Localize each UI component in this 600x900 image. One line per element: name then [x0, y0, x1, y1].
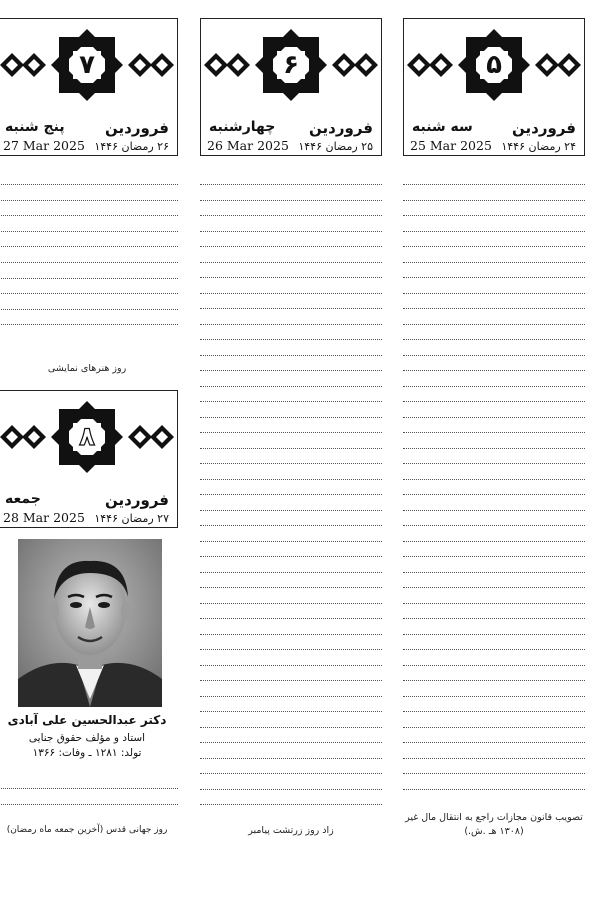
writing-line	[200, 215, 382, 216]
writing-line	[200, 727, 382, 728]
writing-line	[403, 463, 585, 464]
writing-line	[200, 665, 382, 666]
writing-line	[200, 479, 382, 480]
day-number: ۶	[283, 50, 299, 80]
writing-line	[200, 463, 382, 464]
writing-line	[403, 494, 585, 495]
day-column-tuesday	[403, 18, 585, 156]
gregorian-date: 27 Mar 2025	[3, 138, 85, 153]
day-column-friday	[0, 390, 178, 528]
writing-line	[403, 680, 585, 681]
writing-line	[200, 262, 382, 263]
gregorian-date: 25 Mar 2025	[410, 138, 492, 153]
writing-line	[403, 711, 585, 712]
day-card-wednesday	[200, 18, 382, 156]
writing-line	[403, 587, 585, 588]
writing-line	[200, 324, 382, 325]
writing-line	[200, 370, 382, 371]
day-card-tuesday	[403, 18, 585, 156]
writing-line	[0, 804, 178, 805]
writing-line	[0, 278, 178, 279]
writing-line	[0, 215, 178, 216]
biography-role: استاد و مؤلف حقوق جنایی	[28, 732, 146, 744]
writing-line	[200, 231, 382, 232]
writing-line	[403, 665, 585, 666]
writing-line	[200, 742, 382, 743]
writing-line	[200, 355, 382, 356]
event-note-friday: روز جهانی قدس (آخرین جمعه ماه رمضان)	[6, 825, 168, 835]
writing-line	[200, 804, 382, 805]
writing-line	[0, 324, 178, 325]
writing-line	[200, 246, 382, 247]
writing-line	[403, 572, 585, 573]
writing-line	[403, 618, 585, 619]
writing-line	[403, 448, 585, 449]
writing-line	[200, 696, 382, 697]
writing-line	[403, 293, 585, 294]
writing-line	[200, 634, 382, 635]
writing-line	[403, 525, 585, 526]
writing-line	[200, 789, 382, 790]
day-number: ۵	[486, 50, 502, 80]
writing-line	[200, 510, 382, 511]
writing-line	[0, 200, 178, 201]
writing-line	[403, 386, 585, 387]
writing-line	[403, 277, 585, 278]
writing-line	[0, 262, 178, 263]
writing-line	[200, 339, 382, 340]
month-name: فروردین	[105, 119, 169, 137]
writing-line	[403, 758, 585, 759]
writing-line	[200, 277, 382, 278]
writing-line	[403, 603, 585, 604]
writing-line	[403, 727, 585, 728]
day-emblem	[404, 23, 584, 107]
writing-line	[403, 432, 585, 433]
writing-line	[200, 417, 382, 418]
weekday-name: پنج شنبه	[5, 119, 65, 135]
day-emblem	[0, 395, 177, 479]
writing-line	[403, 355, 585, 356]
writing-line	[200, 572, 382, 573]
writing-line	[403, 634, 585, 635]
portrait-photo	[18, 539, 162, 707]
writing-line	[200, 603, 382, 604]
writing-line	[200, 680, 382, 681]
weekday-name: جمعه	[5, 491, 41, 507]
writing-line	[0, 184, 178, 185]
writing-line	[200, 293, 382, 294]
writing-line	[403, 200, 585, 201]
writing-line	[200, 184, 382, 185]
day-card-friday	[0, 390, 178, 528]
writing-line	[200, 401, 382, 402]
writing-line	[200, 618, 382, 619]
writing-line	[403, 308, 585, 309]
day-emblem	[201, 23, 381, 107]
writing-line	[403, 339, 585, 340]
writing-line	[403, 789, 585, 790]
hijri-date: ۲۶ رمضان ۱۴۴۶	[94, 140, 169, 153]
day-number: ۷	[79, 50, 95, 80]
writing-line	[200, 556, 382, 557]
writing-line	[403, 510, 585, 511]
weekday-name: چهارشنبه	[209, 119, 276, 135]
writing-line	[200, 200, 382, 201]
gregorian-date: 28 Mar 2025	[3, 510, 85, 525]
writing-line	[200, 525, 382, 526]
writing-line	[403, 401, 585, 402]
writing-line	[403, 324, 585, 325]
writing-line	[403, 246, 585, 247]
hijri-date: ۲۵ رمضان ۱۴۴۶	[298, 140, 373, 153]
event-note-tuesday-line2: (۱۳۰۸ هـ .ش.)	[464, 826, 524, 837]
writing-line	[403, 696, 585, 697]
writing-line	[200, 649, 382, 650]
writing-line	[0, 309, 178, 310]
writing-line	[403, 231, 585, 232]
event-note-thursday: روز هنرهای نمایشی	[47, 363, 127, 374]
writing-line	[200, 494, 382, 495]
writing-line	[200, 308, 382, 309]
hijri-date: ۲۴ رمضان ۱۴۴۶	[501, 140, 576, 153]
biography-dates: تولد: ۱۲۸۱ ـ وفات: ۱۳۶۶	[32, 747, 142, 759]
writing-line	[403, 541, 585, 542]
writing-line	[200, 711, 382, 712]
writing-line	[403, 184, 585, 185]
writing-line	[0, 293, 178, 294]
hijri-date: ۲۷ رمضان ۱۴۴۶	[94, 512, 169, 525]
day-card-thursday	[0, 18, 178, 156]
writing-line	[403, 742, 585, 743]
writing-line	[403, 649, 585, 650]
writing-line	[0, 246, 178, 247]
writing-line	[403, 479, 585, 480]
writing-line	[403, 773, 585, 774]
day-column-wednesday	[200, 18, 382, 156]
writing-line	[0, 788, 178, 789]
weekday-name: سه شنبه	[412, 119, 473, 135]
month-name: فروردین	[105, 491, 169, 509]
writing-line	[200, 448, 382, 449]
writing-line	[403, 262, 585, 263]
month-name: فروردین	[512, 119, 576, 137]
writing-line	[200, 432, 382, 433]
gregorian-date: 26 Mar 2025	[207, 138, 289, 153]
writing-line	[200, 773, 382, 774]
writing-line	[403, 556, 585, 557]
day-column-thursday	[0, 18, 178, 156]
event-note-wednesday: زاد روز زرتشت پیامبر	[248, 825, 334, 836]
writing-line	[403, 417, 585, 418]
writing-line	[403, 370, 585, 371]
writing-line	[0, 231, 178, 232]
biography-name: دکتر عبدالحسین علی آبادی	[7, 713, 167, 727]
month-name: فروردین	[309, 119, 373, 137]
day-number: ۸	[79, 422, 95, 452]
event-note-tuesday-line1: تصویب قانون مجازات راجع به انتقال مال غیر	[405, 812, 583, 823]
writing-line	[200, 758, 382, 759]
writing-line	[403, 215, 585, 216]
writing-line	[200, 386, 382, 387]
day-emblem	[0, 23, 177, 107]
writing-line	[200, 541, 382, 542]
writing-line	[200, 587, 382, 588]
